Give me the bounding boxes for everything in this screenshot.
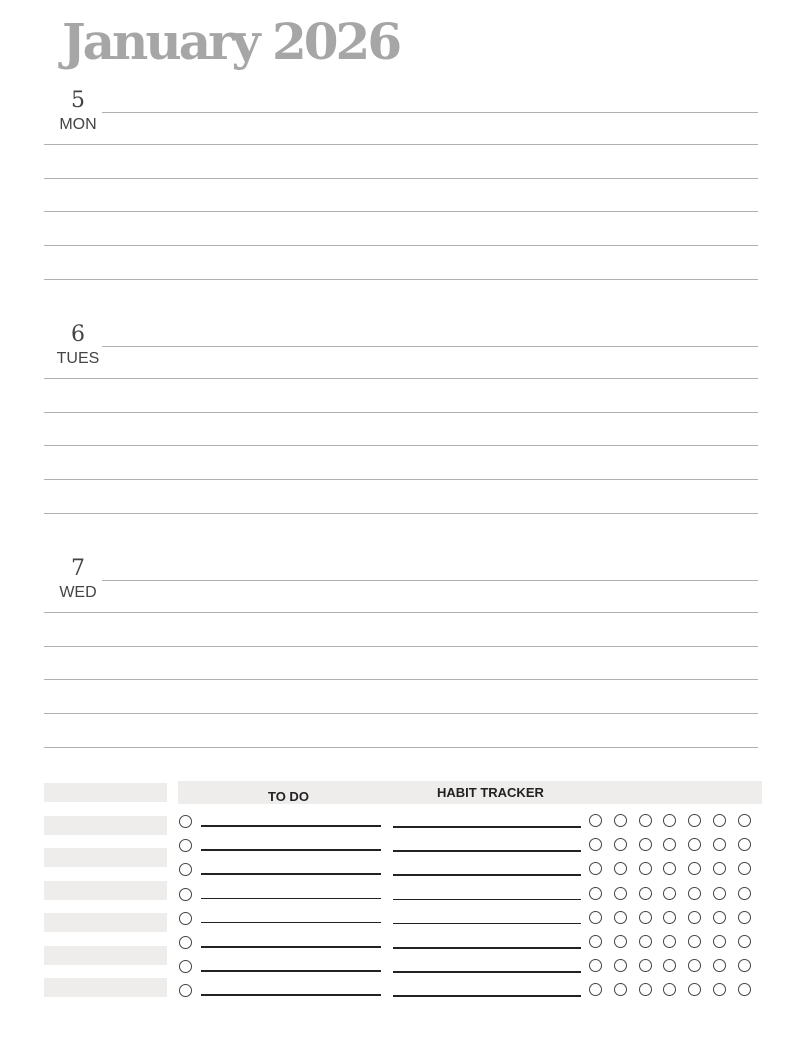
habit-checkbox[interactable] (713, 887, 726, 900)
todo-heading: TO DO (268, 789, 309, 804)
side-label-box[interactable] (44, 848, 167, 867)
habit-tracker-heading: HABIT TRACKER (437, 785, 544, 800)
todo-checkbox[interactable] (179, 912, 192, 925)
side-label-box[interactable] (44, 881, 167, 900)
habit-checkbox[interactable] (688, 911, 701, 924)
habit-name-line[interactable] (393, 947, 581, 949)
habit-checkbox[interactable] (713, 862, 726, 875)
note-line[interactable] (44, 445, 758, 446)
habit-name-line[interactable] (393, 899, 581, 901)
habit-checkbox[interactable] (589, 838, 602, 851)
habit-name-line[interactable] (393, 923, 581, 925)
habit-checkbox[interactable] (614, 862, 627, 875)
day-number: 7 (71, 556, 85, 581)
habit-checkbox[interactable] (738, 814, 751, 827)
habit-checkbox[interactable] (639, 911, 652, 924)
page-title: January 2026 (62, 12, 400, 71)
habit-checkbox[interactable] (639, 838, 652, 851)
habit-checkbox[interactable] (639, 959, 652, 972)
note-line[interactable] (44, 245, 758, 246)
habit-checkbox[interactable] (713, 911, 726, 924)
habit-checkbox[interactable] (639, 935, 652, 948)
habit-name-line[interactable] (393, 826, 581, 828)
habit-checkbox[interactable] (589, 959, 602, 972)
habit-checkbox[interactable] (589, 935, 602, 948)
note-line[interactable] (44, 412, 758, 413)
habit-checkbox[interactable] (688, 838, 701, 851)
habit-checkbox[interactable] (738, 983, 751, 996)
note-line[interactable] (44, 378, 758, 379)
habit-checkbox[interactable] (614, 887, 627, 900)
day-number: 6 (71, 322, 85, 347)
habit-checkbox[interactable] (738, 887, 751, 900)
habit-checkbox[interactable] (589, 814, 602, 827)
habit-checkbox[interactable] (614, 935, 627, 948)
habit-checkbox[interactable] (713, 959, 726, 972)
habit-checkbox[interactable] (639, 814, 652, 827)
habit-checkbox[interactable] (663, 862, 676, 875)
day-header-line (102, 346, 758, 347)
note-line[interactable] (44, 646, 758, 647)
day-header-line (102, 580, 758, 581)
todo-checkbox[interactable] (179, 888, 192, 901)
note-line[interactable] (44, 713, 758, 714)
side-label-box[interactable] (44, 783, 167, 802)
note-line[interactable] (44, 679, 758, 680)
todo-line[interactable] (201, 873, 381, 875)
habit-checkbox[interactable] (614, 959, 627, 972)
side-label-box[interactable] (44, 913, 167, 932)
habit-checkbox[interactable] (639, 983, 652, 996)
note-line[interactable] (44, 747, 758, 748)
habit-checkbox[interactable] (663, 814, 676, 827)
habit-checkbox[interactable] (614, 814, 627, 827)
habit-checkbox[interactable] (688, 983, 701, 996)
habit-checkbox[interactable] (663, 983, 676, 996)
habit-checkbox[interactable] (663, 959, 676, 972)
note-line[interactable] (44, 178, 758, 179)
habit-name-line[interactable] (393, 971, 581, 973)
day-name: MON (59, 116, 97, 133)
todo-line[interactable] (201, 994, 381, 996)
habit-checkbox[interactable] (713, 814, 726, 827)
habit-checkbox[interactable] (614, 838, 627, 851)
habit-checkbox[interactable] (589, 911, 602, 924)
todo-checkbox[interactable] (179, 984, 192, 997)
note-line[interactable] (44, 144, 758, 145)
todo-line[interactable] (201, 849, 381, 851)
side-label-box[interactable] (44, 816, 167, 835)
todo-checkbox[interactable] (179, 863, 192, 876)
habit-checkbox[interactable] (589, 862, 602, 875)
habit-checkbox[interactable] (589, 983, 602, 996)
habit-checkbox[interactable] (663, 887, 676, 900)
todo-line[interactable] (201, 825, 381, 827)
habit-checkbox[interactable] (639, 862, 652, 875)
day-header-line (102, 112, 758, 113)
habit-checkbox[interactable] (738, 935, 751, 948)
note-line[interactable] (44, 479, 758, 480)
todo-checkbox[interactable] (179, 815, 192, 828)
habit-checkbox[interactable] (688, 862, 701, 875)
habit-checkbox[interactable] (663, 838, 676, 851)
habit-checkbox[interactable] (738, 959, 751, 972)
todo-line[interactable] (201, 970, 381, 972)
habit-name-line[interactable] (393, 995, 581, 997)
habit-checkbox[interactable] (663, 935, 676, 948)
day-number: 5 (71, 88, 85, 113)
habit-checkbox[interactable] (688, 959, 701, 972)
todo-line[interactable] (201, 898, 381, 900)
note-line[interactable] (44, 211, 758, 212)
todo-line[interactable] (201, 946, 381, 948)
habit-checkbox[interactable] (688, 887, 701, 900)
habit-checkbox[interactable] (614, 983, 627, 996)
todo-checkbox[interactable] (179, 839, 192, 852)
habit-checkbox[interactable] (713, 935, 726, 948)
habit-checkbox[interactable] (589, 887, 602, 900)
habit-checkbox[interactable] (713, 983, 726, 996)
day-name: WED (59, 584, 97, 601)
todo-checkbox[interactable] (179, 960, 192, 973)
side-label-box[interactable] (44, 978, 167, 997)
habit-checkbox[interactable] (738, 838, 751, 851)
note-line[interactable] (44, 612, 758, 613)
habit-name-line[interactable] (393, 874, 581, 876)
habit-checkbox[interactable] (688, 814, 701, 827)
habit-checkbox[interactable] (738, 862, 751, 875)
habit-name-line[interactable] (393, 850, 581, 852)
note-line[interactable] (44, 513, 758, 514)
side-label-box[interactable] (44, 946, 167, 965)
habit-checkbox[interactable] (688, 935, 701, 948)
todo-line[interactable] (201, 922, 381, 924)
day-name: TUES (56, 350, 100, 367)
todo-checkbox[interactable] (179, 936, 192, 949)
habit-checkbox[interactable] (738, 911, 751, 924)
habit-checkbox[interactable] (639, 887, 652, 900)
habit-checkbox[interactable] (614, 911, 627, 924)
habit-checkbox[interactable] (713, 838, 726, 851)
habit-checkbox[interactable] (663, 911, 676, 924)
note-line[interactable] (44, 279, 758, 280)
